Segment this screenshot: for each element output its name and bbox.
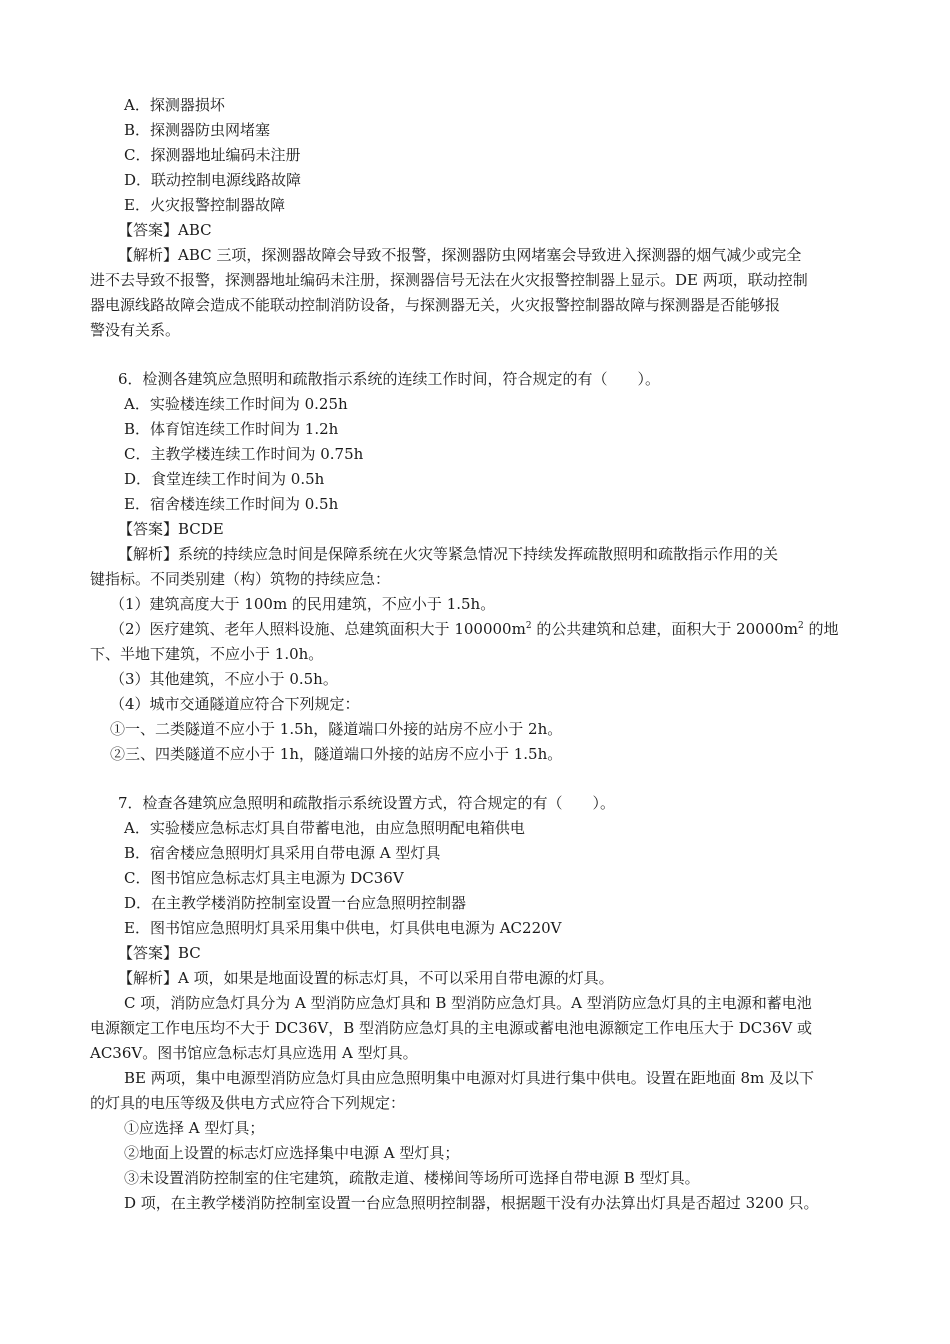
q5-analysis-line: 警没有关系。	[90, 321, 181, 339]
q6-rule-3: （3）其他建筑，不应小于 0.5h。	[110, 670, 338, 688]
q6-rule-2-continued: 下、半地下建筑，不应小于 1.0h。	[90, 645, 324, 663]
q5-option-e: E．火灾报警控制器故障	[124, 196, 285, 214]
q6-answer: 【答案】BCDE	[118, 520, 224, 538]
q5-option-c: C．探测器地址编码未注册	[124, 146, 301, 164]
q7-analysis-line: ②地面上设置的标志灯应选择集中电源 A 型灯具；	[124, 1144, 460, 1162]
q7-answer: 【答案】BC	[118, 944, 201, 962]
q6-option-c: C．主教学楼连续工作时间为 0.75h	[124, 445, 364, 463]
q7-analysis-line: 【解析】A 项，如果是地面设置的标志灯具，不可以采用自带电源的灯具。	[118, 969, 614, 987]
q5-analysis-line: 器电源线路故障会造成不能联动控制消防设备，与探测器无关，火灾报警控制器故障与探测器是否能够报	[90, 296, 781, 314]
q7-analysis-line: AC36V。图书馆应急标志灯具应选用 A 型灯具。	[90, 1044, 418, 1062]
q5-answer: 【答案】ABC	[118, 221, 212, 239]
q7-analysis-line: 电源额定工作电压均不大于 DC36V，B 型消防应急灯具的主电源或蓄电池电源额定工作电压大于 DC36V 或	[90, 1019, 812, 1037]
q6-analysis-line: 【解析】系统的持续应急时间是保障系统在火灾等紧急情况下持续发挥疏散照明和疏散指示作用的关	[118, 545, 779, 563]
q6-option-a: A．实验楼连续工作时间为 0.25h	[124, 395, 348, 413]
q5-analysis-line: 进不去导致不报警，探测器地址编码未注册，探测器信号无法在火灾报警控制器上显示。DE 两项，联动控制	[90, 271, 808, 289]
q7-option-b: B．宿舍楼应急照明灯具采用自带电源 A 型灯具	[124, 844, 441, 862]
q6-question: 6．检测各建筑应急照明和疏散指示系统的连续工作时间，符合规定的有（ ）。	[118, 370, 661, 388]
q7-analysis-line: D 项，在主教学楼消防控制室设置一台应急照明控制器，根据题干没有办法算出灯具是否超过 3200 只。	[124, 1194, 819, 1212]
q6-option-d: D．食堂连续工作时间为 0.5h	[124, 470, 325, 488]
q5-option-b: B．探测器防虫网堵塞	[124, 121, 271, 139]
q6-analysis-line: 键指标。不同类别建（构）筑物的持续应急：	[90, 570, 391, 588]
q7-question: 7．检查各建筑应急照明和疏散指示系统设置方式，符合规定的有（ ）。	[118, 794, 616, 812]
q7-analysis-line: BE 两项，集中电源型消防应急灯具由应急照明集中电源对灯具进行集中供电。设置在距地面 8m 及以下	[124, 1069, 815, 1087]
q6-option-b: B．体育馆连续工作时间为 1.2h	[124, 420, 339, 438]
q7-analysis-line: C 项，消防应急灯具分为 A 型消防应急灯具和 B 型消防应急灯具。A 型消防应急灯具的主电源和蓄电池	[124, 994, 812, 1012]
q5-option-d: D．联动控制电源线路故障	[124, 171, 302, 189]
q7-option-d: D．在主教学楼消防控制室设置一台应急照明控制器	[124, 894, 467, 912]
q7-option-e: E．图书馆应急照明灯具采用集中供电，灯具供电电源为 AC220V	[124, 919, 562, 937]
q7-option-a: A．实验楼应急标志灯具自带蓄电池，由应急照明配电箱供电	[124, 819, 525, 837]
q7-analysis-line: ①应选择 A 型灯具；	[124, 1119, 265, 1137]
q6-rule-1: （1）建筑高度大于 100m 的民用建筑，不应小于 1.5h。	[110, 595, 496, 613]
q6-rule-4-1: ①一、二类隧道不应小于 1.5h，隧道端口外接的站房不应小于 2h。	[110, 720, 563, 738]
q6-rule-2: （2）医疗建筑、老年人照料设施、总建筑面积大于 $100000m^2$ 的公共建筑和总建，面积大于 $20000m^2$ 的地	[110, 620, 839, 638]
q6-rule-4: （4）城市交通隧道应符合下列规定：	[110, 695, 360, 713]
q7-option-c: C．图书馆应急标志灯具主电源为 DC36V	[124, 869, 404, 887]
q7-analysis-line: ③未设置消防控制室的住宅建筑，疏散走道、楼梯间等场所可选择自带电源 B 型灯具。	[124, 1169, 700, 1187]
q5-option-a: A．探测器损坏	[124, 96, 225, 114]
q5-analysis-line: 【解析】ABC 三项，探测器故障会导致不报警，探测器防虫网堵塞会导致进入探测器的烟气减少或完全	[118, 246, 802, 264]
q6-rule-4-2: ②三、四类隧道不应小于 1h，隧道端口外接的站房不应小于 1.5h。	[110, 745, 563, 763]
q7-analysis-line: 的灯具的电压等级及供电方式应符合下列规定：	[90, 1094, 406, 1112]
q6-option-e: E．宿舍楼连续工作时间为 0.5h	[124, 495, 339, 513]
